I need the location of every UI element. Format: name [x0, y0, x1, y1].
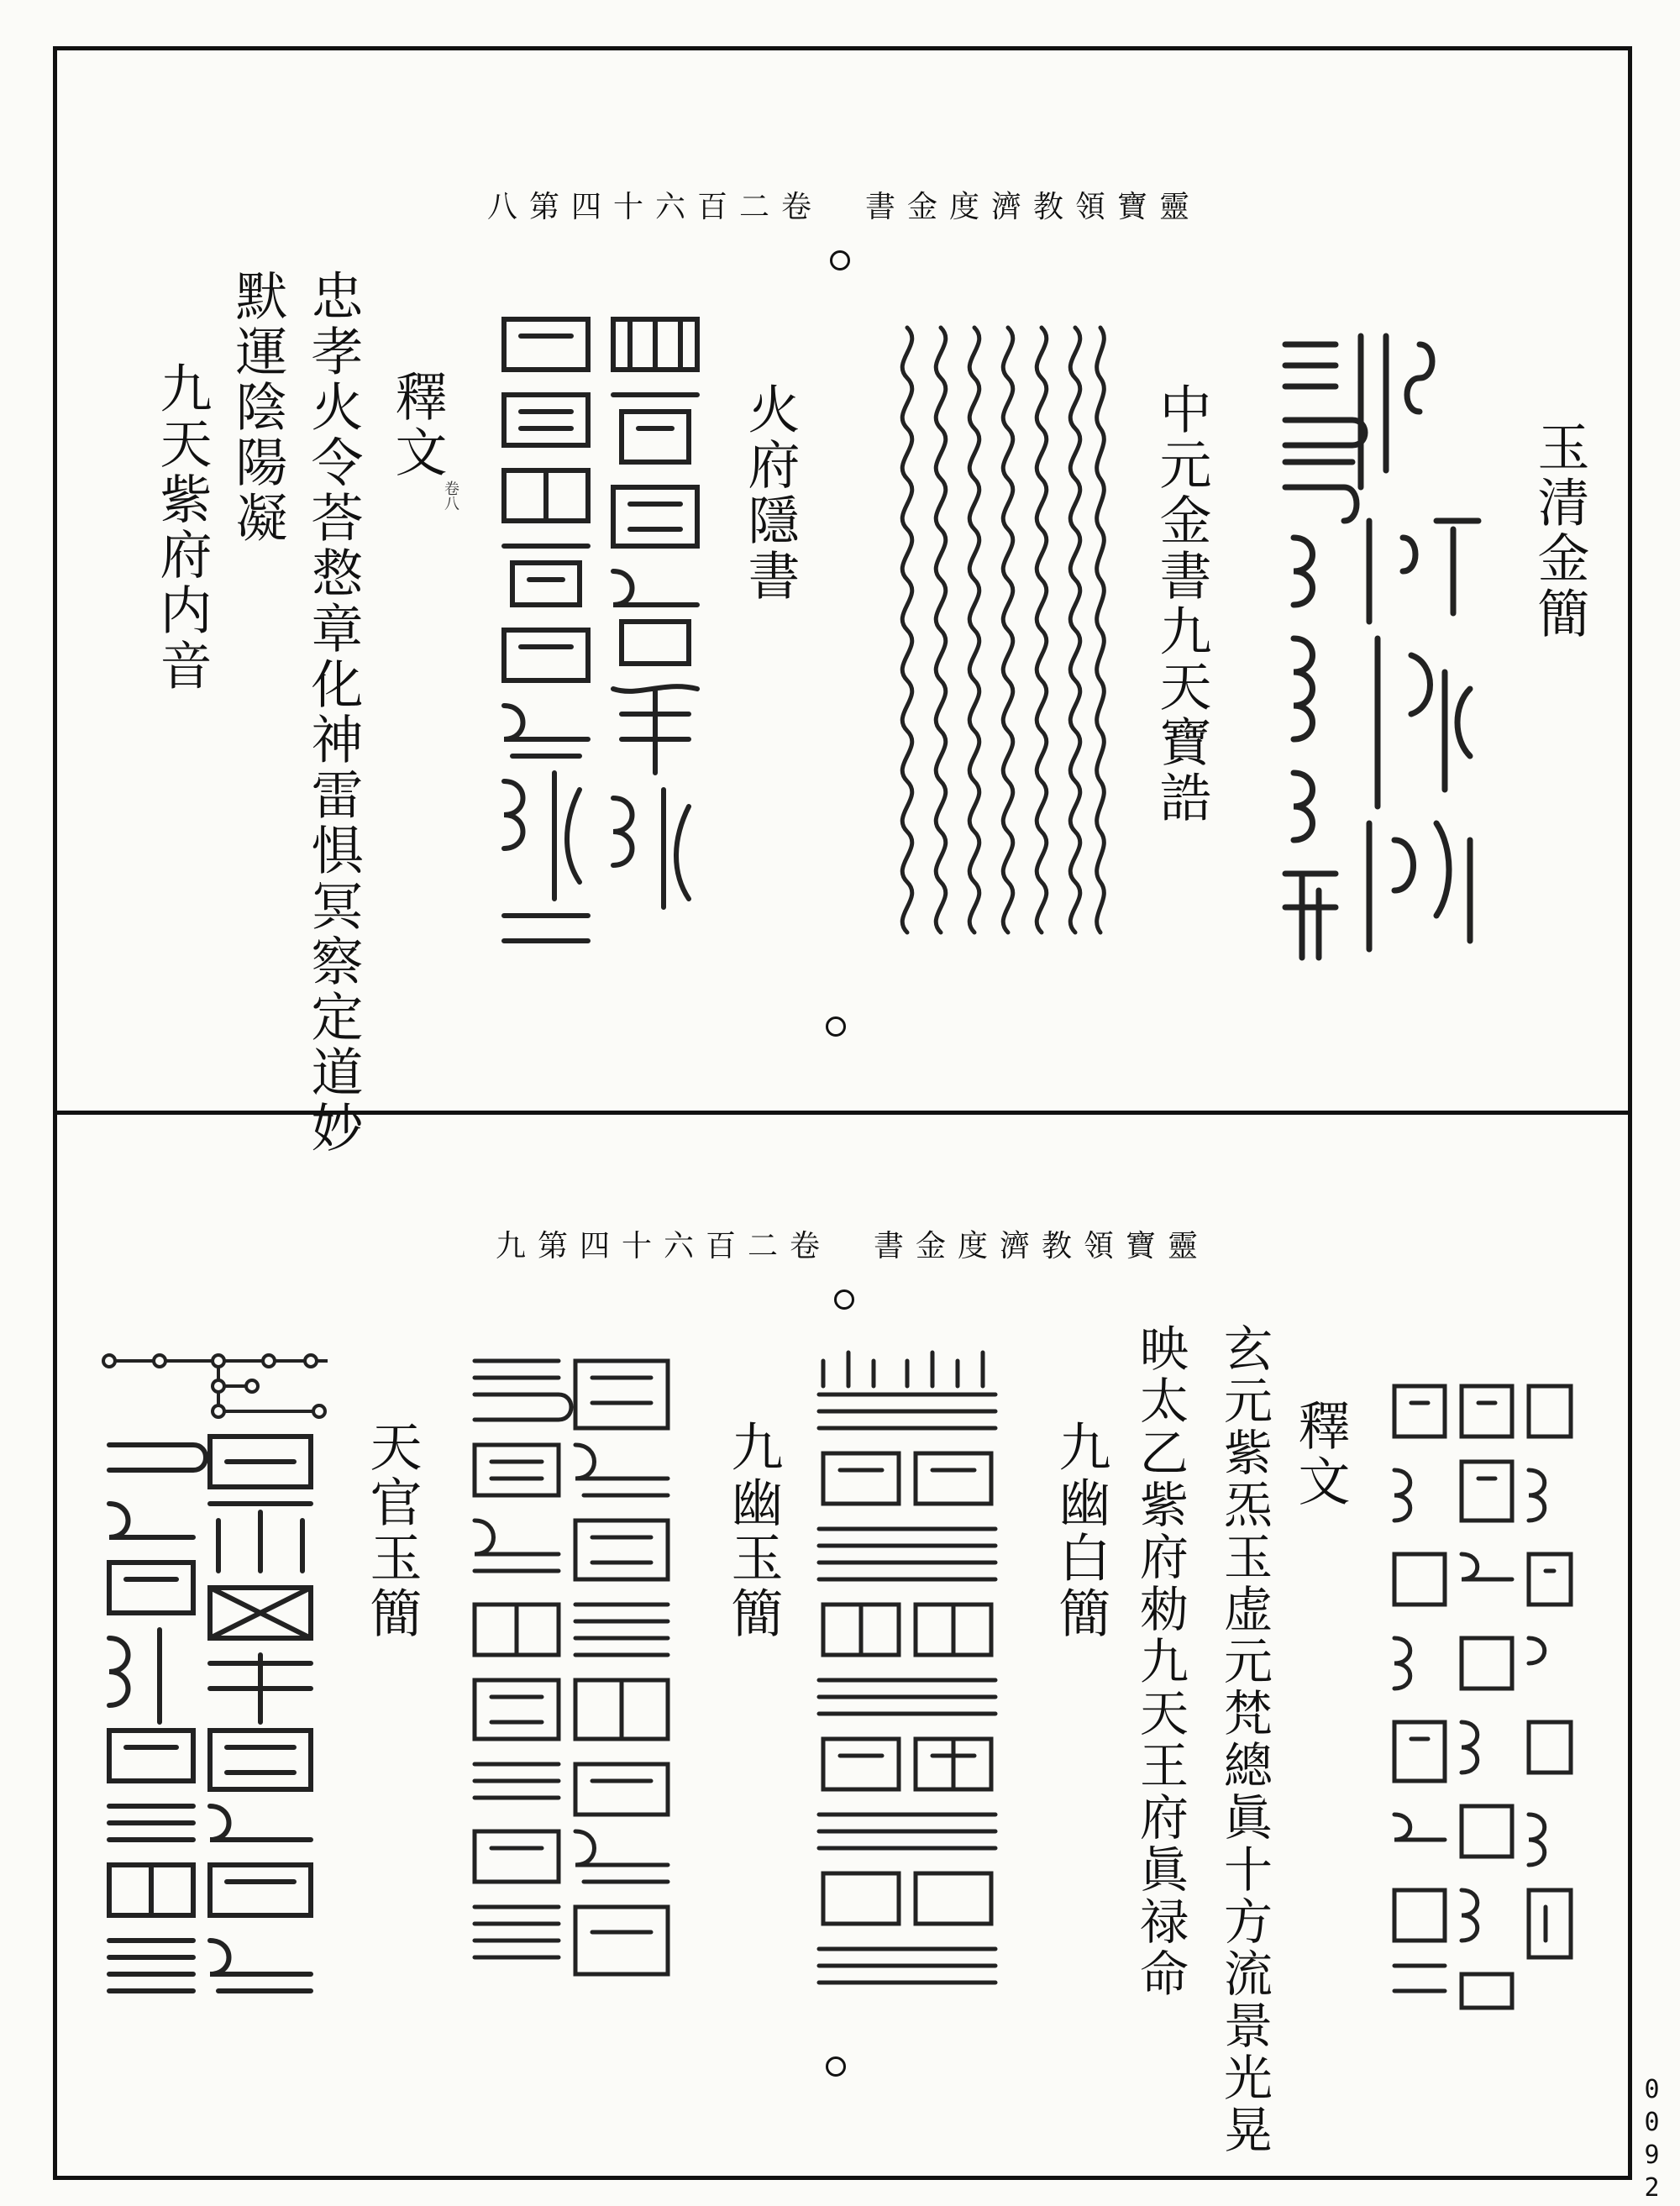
seal-script-block-jiuyou-bai	[806, 1344, 1008, 1999]
bottom-title-shiwen: 釋文	[1289, 1399, 1351, 1510]
seal-script-block-huofu	[487, 302, 714, 958]
bottom-header: 靈寶領教濟度金書 卷二百六十四第九	[496, 1229, 1210, 1263]
seal-script-block-zhongyuan	[890, 319, 1117, 958]
panel-divider	[53, 1111, 1632, 1115]
bottom-title-jiuyou-baijian: 九幽白簡	[1050, 1420, 1111, 1641]
top-text-zhongxiao: 忠孝火令荅慦章化神雷惧冥察定道妙	[302, 269, 364, 1156]
top-header: 靈寶領教濟度金書 卷二百六十四第八	[487, 190, 1202, 224]
bottom-title-jiuyou-yujian: 九幽玉簡	[722, 1420, 784, 1641]
top-title-huofu-yinshu: 火府隱書	[739, 382, 801, 604]
bottom-title-tianguan-yujian: 天官玉簡	[361, 1420, 423, 1641]
bottom-binding-hole-upper	[834, 1289, 854, 1310]
top-title-shiwen: 釋文	[386, 370, 448, 481]
top-title-yuqing-jinjian: 玉清金簡	[1529, 420, 1590, 642]
bottom-binding-hole-lower	[826, 2056, 846, 2077]
top-title-zhongyuan-jinshu: 中元金書九天寶誥	[1151, 382, 1212, 826]
bottom-text-yingtaiyi: 映太乙紫府勑九天王府眞禄命	[1131, 1323, 1189, 2000]
top-margin-note: 卷八	[442, 481, 459, 511]
top-text-moyun: 默運陰陽凝	[227, 269, 288, 546]
top-text-jiutian-zifu: 九天紫府内音	[151, 361, 213, 694]
seal-script-block-yuqing	[1268, 319, 1495, 966]
page-number: 0092	[1637, 2075, 1667, 2206]
seal-script-block-bottom-right	[1378, 1369, 1588, 2016]
seal-script-block-tianguan	[92, 1352, 328, 2008]
seal-script-block-jiuyou-yu	[458, 1344, 685, 1999]
top-binding-hole-upper	[830, 250, 850, 270]
top-binding-hole-lower	[826, 1016, 846, 1037]
bottom-text-xuanyuan: 玄元紫炁玉虚元梵總眞十方流景光晃	[1215, 1323, 1273, 2156]
